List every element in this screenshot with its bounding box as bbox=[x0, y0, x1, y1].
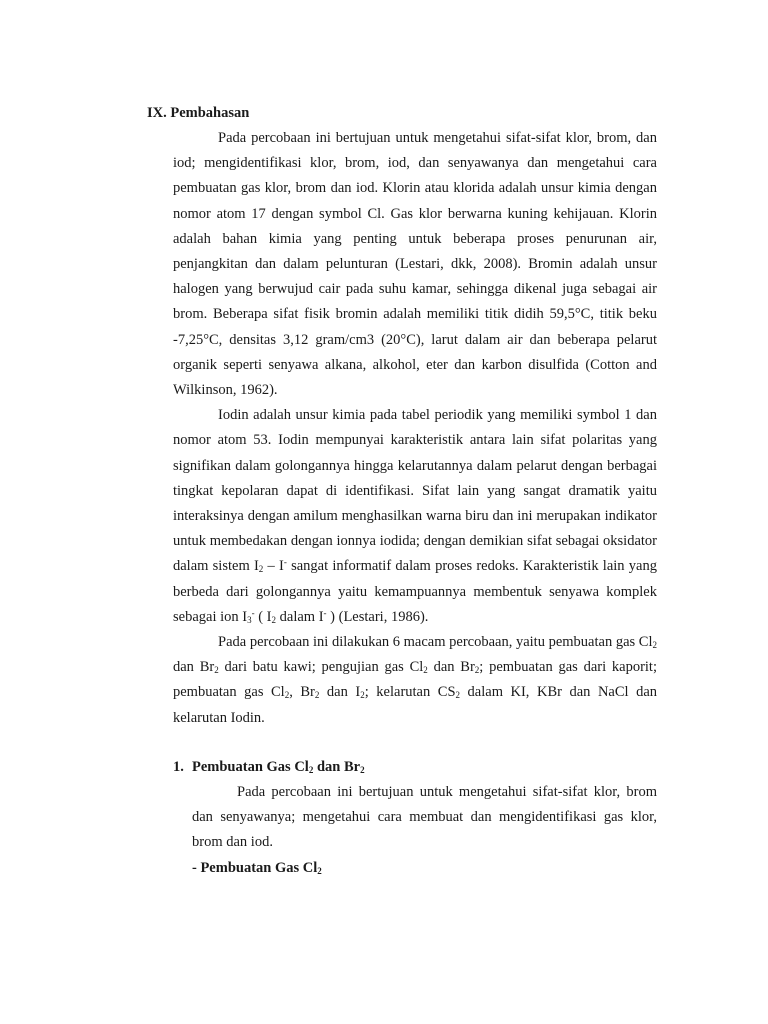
discussion-body bbox=[173, 126, 657, 731]
paragraph-percobaan: Pada percobaan ini dilakukan 6 macam percobaan, yaitu pembuatan gas $Cl_2$ dan $Br_2$ dari batu kawi; pengujian gas $Cl_2$ dan $Br_2$; pembuatan gas dari kaporit; pembuatan gas $Cl_2$, $Br_2$ dan $I_2$; kelarutan $CS_2$ dalam KI, KBr dan NaCl dan kelarutan Iodin. bbox=[173, 634, 658, 726]
subsection-title: - Pembuatan Gas $Cl_2$ bbox=[192, 860, 322, 876]
section-1-paragraph: Pada percobaan ini bertujuan untuk mengetahui sifat-sifat klor, brom dan senyawanya; mengetahui cara membuat dan mengidentifikasi gas klor, brom dan iod. bbox=[192, 784, 657, 851]
section-1-title: 1. Pembuatan Gas $Cl_2$ dan $Br_2$ bbox=[173, 756, 365, 778]
paragraph-klor-brom: Pada percobaan ini bertujuan untuk mengetahui sifat-sifat klor, brom, dan iod; mengidentifikasi klor, brom, iod, dan senyawanya dan mengetahui cara pembuatan gas klor, brom dan iod. Klorin atau klorida adalah unsur kimia dengan nomor atom 17 dengan symbol Cl. Gas klor berwarna kuning kehijauan. Klorin adalah bahan kimia yang penting untuk beberapa proses penurunan air, penjangkitan dan dalam pelunturan (Lestari, dkk, 2008). Bromin adalah unsur halogen yang berwujud cair pada suhu kamar, sehingga dikenal juga sebagai air brom. Beberapa sifat fisik bromin adalah memiliki titik didih 59,5°C, titik beku -7,25°C, densitas 3,12 gram/cm3 (20°C), larut dalam air dan beberapa pelarut organik seperti senyawa alkana, alkohol, eter dan karbon disulfida (Cotton and Wilkinson, 1962). bbox=[173, 130, 657, 399]
section-heading: IX. Pembahasan bbox=[147, 105, 250, 121]
section-1-number: 1. bbox=[173, 759, 184, 775]
paragraph-iodin: Iodin adalah unsur kimia pada tabel periodik yang memiliki symbol 1 dan nomor atom 53. Iodin mempunyai karakteristik antara lain sifat polaritas yang signifikan dalam golongannya hingga kelarutannya dalam pelarut dengan berbagai tingkat kepolaran dapat di identifikasi. Sifat lain yang sangat dramatik yaitu interaksinya dengan amilum menghasilkan warna biru dan ini merupakan indikator untuk membedakan dengan ionnya iodida; dengan demikian sifat sebagai oksidator dalam sistem $I_2 - I^-$ sangat informatif dalam proses redoks. Karakteristik lain yang berbeda dari golongannya yaitu kemampuannya membentuk senyawa komplek sebagai ion $I_3^-$ ( $I_2$ dalam I- ) (Lestari, 1986). bbox=[173, 407, 657, 625]
section-1-body bbox=[192, 780, 657, 856]
